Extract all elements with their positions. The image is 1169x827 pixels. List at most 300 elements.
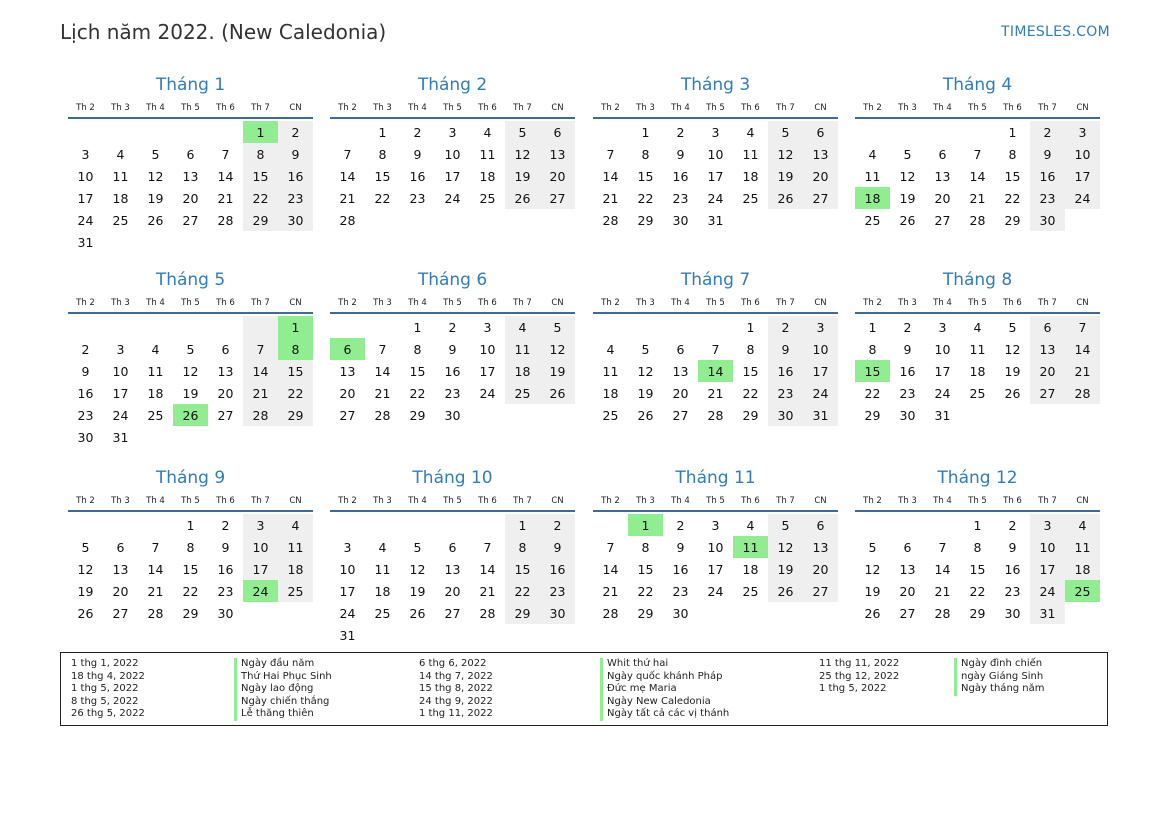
weekday-label: Th 7: [776, 102, 795, 113]
day-cell: 20: [112, 583, 129, 599]
day-cell: 28: [707, 407, 724, 423]
day-cell: 6: [803, 514, 838, 536]
empty-cell: [138, 316, 173, 338]
day-cell: 25: [742, 190, 759, 206]
day-cell: 22: [742, 385, 759, 401]
month-name: Tháng 3: [680, 75, 751, 95]
day-cell: 31: [1030, 602, 1065, 624]
day-cell: 30: [1030, 209, 1065, 231]
day-cell: 13: [339, 363, 356, 379]
legend-holiday-name: Lễ thăng thiên: [234, 708, 332, 721]
legend-holiday-name: Ngày New Caledonia: [600, 696, 729, 709]
weekday-header: [593, 491, 838, 510]
day-cell: 19: [409, 583, 426, 599]
weekday-header: [330, 293, 575, 312]
day-cell: 2: [676, 124, 685, 140]
day-cell: 1: [413, 319, 422, 335]
day-cell: 26: [505, 187, 540, 209]
empty-cell: [733, 209, 768, 231]
month-calendar: [593, 267, 838, 426]
day-cell: 10: [339, 561, 356, 577]
day-cell: 13: [803, 536, 838, 558]
day-cell: 16: [899, 363, 916, 379]
weekday-label: Th 5: [443, 102, 462, 113]
day-cell: 22: [637, 190, 654, 206]
day-cell: 4: [278, 514, 313, 536]
empty-cell: [698, 602, 733, 624]
day-cell: 11: [278, 536, 313, 558]
day-cell: 14: [602, 561, 619, 577]
weekday-label: Th 7: [1038, 495, 1057, 506]
weekday-label: Th 3: [373, 102, 392, 113]
weekday-label: Th 6: [1003, 495, 1022, 506]
day-cell: 3: [343, 539, 352, 555]
month-calendar: [330, 465, 575, 646]
day-cell: 6: [903, 539, 912, 555]
day-cell: 9: [903, 341, 912, 357]
day-cell: 13: [540, 143, 575, 165]
month-name: Tháng 7: [680, 270, 751, 290]
day-cell: 12: [768, 536, 803, 558]
empty-cell: [855, 514, 890, 536]
day-cell: 2: [81, 341, 90, 357]
day-cell: 18: [969, 363, 986, 379]
day-cell: 5: [868, 539, 877, 555]
day-cell: 25: [278, 580, 313, 602]
day-cell: 7: [343, 146, 352, 162]
month-name: Tháng 4: [942, 75, 1013, 95]
month-calendar: [855, 267, 1100, 426]
site-link[interactable]: TIMESLES.COM: [1001, 24, 1110, 40]
day-cell: 4: [116, 146, 125, 162]
weekday-label: Th 7: [513, 495, 532, 506]
day-cell: 26: [768, 187, 803, 209]
day-cell: 31: [934, 407, 951, 423]
day-cell: 16: [672, 168, 689, 184]
legend-names-column: [954, 658, 1045, 696]
day-cell: 3: [711, 517, 720, 533]
legend-date: 1 thg 5, 2022: [71, 683, 139, 695]
header-rule: [593, 117, 838, 119]
weekday-header: [330, 491, 575, 510]
month-calendar: [330, 267, 575, 426]
day-cell: 16: [77, 385, 94, 401]
day-cell: 17: [803, 360, 838, 382]
weekday-label: Th 5: [968, 102, 987, 113]
empty-cell: [243, 602, 278, 624]
day-cell: 22: [409, 385, 426, 401]
weekday-label: Th 6: [1003, 297, 1022, 308]
weekday-label: Th 3: [636, 297, 655, 308]
day-cell: 7: [151, 539, 160, 555]
day-cell: 22: [969, 583, 986, 599]
day-cell: 6: [221, 341, 230, 357]
day-cell: 5: [81, 539, 90, 555]
day-cell: 9: [413, 146, 422, 162]
empty-cell: [960, 404, 995, 426]
day-cell: 22: [637, 583, 654, 599]
month-name: Tháng 9: [155, 468, 226, 488]
day-cell: 20: [540, 165, 575, 187]
weekday-label: Th 6: [741, 102, 760, 113]
day-cell: 23: [672, 583, 689, 599]
empty-cell: [208, 231, 243, 253]
day-cell: 8: [641, 539, 650, 555]
weekday-label: Th 3: [373, 297, 392, 308]
day-cell: 17: [479, 363, 496, 379]
day-cell: 2: [278, 121, 313, 143]
day-cell: 5: [768, 514, 803, 536]
day-cell: 20: [444, 583, 461, 599]
empty-cell: [435, 624, 470, 646]
day-cell: 28: [969, 212, 986, 228]
day-cell: 5: [641, 341, 650, 357]
day-cell: 20: [803, 165, 838, 187]
day-cell: 3: [1030, 514, 1065, 536]
empty-cell: [400, 624, 435, 646]
day-cell: 13: [444, 561, 461, 577]
day-cell: 6: [448, 539, 457, 555]
day-cell: 27: [182, 212, 199, 228]
empty-cell: [803, 209, 838, 231]
day-cell: 7: [221, 146, 230, 162]
empty-cell: [365, 624, 400, 646]
day-cell: 14: [339, 168, 356, 184]
weekday-label: CN: [1076, 495, 1089, 506]
day-cell: 20: [217, 385, 234, 401]
month-name: Tháng 2: [417, 75, 488, 95]
weekday-label: Th 6: [478, 495, 497, 506]
day-cell: 7: [606, 539, 615, 555]
day-cell: 15: [409, 363, 426, 379]
weekday-label: Th 3: [111, 102, 130, 113]
day-cell: 19: [768, 165, 803, 187]
day-cell: 25: [147, 407, 164, 423]
day-cell: 24: [707, 583, 724, 599]
month-calendar: [330, 72, 575, 231]
day-cell: 2: [903, 319, 912, 335]
day-cell: 15: [637, 561, 654, 577]
day-cell: 7: [1065, 316, 1100, 338]
day-cell: 24: [77, 212, 94, 228]
day-cell: 8: [186, 539, 195, 555]
day-cell: 28: [147, 605, 164, 621]
empty-cell: [243, 426, 278, 448]
day-cell: 3: [243, 514, 278, 536]
day-cell: 18: [479, 168, 496, 184]
legend-holiday-name: Thứ Hai Phục Sinh: [234, 671, 332, 684]
legend-holiday-name: Ngày đầu năm: [234, 658, 332, 671]
day-cell: 12: [147, 168, 164, 184]
weekday-label: Th 5: [181, 102, 200, 113]
weekday-label: Th 4: [408, 495, 427, 506]
day-cell: 8: [505, 536, 540, 558]
legend-holiday-name: Ngày tháng năm: [954, 683, 1045, 696]
day-cell: 24: [444, 190, 461, 206]
day-cell: 8: [746, 341, 755, 357]
empty-cell: [103, 514, 138, 536]
day-cell: 14: [934, 561, 951, 577]
day-cell: 1: [505, 514, 540, 536]
day-cell: 18: [112, 190, 129, 206]
day-cell: 14: [602, 168, 619, 184]
day-cell: 23: [540, 580, 575, 602]
day-cell: 22: [374, 190, 391, 206]
legend-dates-column: [419, 658, 493, 721]
day-cell: 11: [733, 536, 768, 558]
weekday-label: Th 3: [111, 495, 130, 506]
empty-cell: [1030, 404, 1065, 426]
day-cell: 21: [243, 382, 278, 404]
day-cell: 12: [899, 168, 916, 184]
empty-cell: [540, 404, 575, 426]
day-cell: 13: [182, 168, 199, 184]
day-cell: 14: [1065, 338, 1100, 360]
weekday-label: CN: [289, 297, 302, 308]
day-cell: 29: [637, 605, 654, 621]
day-cell: 10: [1065, 143, 1100, 165]
empty-cell: [593, 121, 628, 143]
day-cell: 17: [77, 190, 94, 206]
day-cell: 2: [221, 517, 230, 533]
day-cell: 16: [217, 561, 234, 577]
day-cell: 20: [934, 190, 951, 206]
day-cell: 18: [602, 385, 619, 401]
day-cell: 1: [186, 517, 195, 533]
day-cell: 31: [707, 212, 724, 228]
day-cell: 22: [505, 580, 540, 602]
weekday-label: CN: [551, 495, 564, 506]
day-cell: 30: [444, 407, 461, 423]
empty-cell: [593, 514, 628, 536]
day-cell: 23: [899, 385, 916, 401]
day-cell: 23: [1030, 187, 1065, 209]
day-cell: 16: [1030, 165, 1065, 187]
legend-date: 18 thg 4, 2022: [71, 670, 145, 682]
day-cell: 1: [628, 514, 663, 536]
empty-cell: [400, 209, 435, 231]
legend-date: 11 thg 11, 2022: [819, 658, 900, 669]
weekday-label: Th 2: [338, 102, 357, 113]
day-cell: 3: [711, 124, 720, 140]
empty-cell: [138, 121, 173, 143]
weekday-label: Th 2: [863, 102, 882, 113]
day-cell: 28: [479, 605, 496, 621]
day-cell: 15: [182, 561, 199, 577]
weekday-label: Th 7: [251, 297, 270, 308]
empty-cell: [925, 514, 960, 536]
days-grid: [330, 514, 575, 646]
legend-holiday-name: Đức mẹ Maria: [600, 683, 729, 696]
weekday-label: Th 6: [1003, 102, 1022, 113]
legend-date: 14 thg 7, 2022: [419, 670, 493, 682]
day-cell: 7: [378, 341, 387, 357]
day-cell: 5: [505, 121, 540, 143]
day-cell: 11: [1065, 536, 1100, 558]
day-cell: 24: [1065, 187, 1100, 209]
weekday-label: Th 4: [146, 102, 165, 113]
empty-cell: [103, 316, 138, 338]
empty-cell: [103, 121, 138, 143]
empty-cell: [400, 514, 435, 536]
day-cell: 21: [479, 583, 496, 599]
empty-cell: [768, 209, 803, 231]
day-cell: 2: [768, 316, 803, 338]
header-rule: [855, 312, 1100, 314]
day-cell: 6: [186, 146, 195, 162]
day-cell: 11: [969, 341, 986, 357]
header-rule: [68, 312, 313, 314]
empty-cell: [365, 316, 400, 338]
day-cell: 24: [112, 407, 129, 423]
day-cell: 11: [147, 363, 164, 379]
weekday-label: CN: [289, 495, 302, 506]
weekday-label: Th 5: [443, 297, 462, 308]
day-cell: 22: [1004, 190, 1021, 206]
day-cell: 28: [217, 212, 234, 228]
empty-cell: [208, 316, 243, 338]
legend-date: 26 thg 5, 2022: [71, 708, 145, 720]
legend-date: 1 thg 1, 2022: [71, 658, 139, 669]
day-cell: 3: [803, 316, 838, 338]
day-cell: 5: [540, 316, 575, 338]
day-cell: 14: [698, 360, 733, 382]
day-cell: 27: [1030, 382, 1065, 404]
month-name: Tháng 5: [155, 270, 226, 290]
day-cell: 20: [182, 190, 199, 206]
weekday-label: Th 7: [776, 495, 795, 506]
legend-holiday-name: Ngày chiến thắng: [234, 696, 332, 709]
day-cell: 22: [278, 382, 313, 404]
day-cell: 30: [217, 605, 234, 621]
day-cell: 20: [899, 583, 916, 599]
empty-cell: [435, 209, 470, 231]
day-cell: 16: [768, 360, 803, 382]
day-cell: 21: [339, 190, 356, 206]
legend-date: 8 thg 5, 2022: [71, 695, 139, 707]
weekday-label: Th 6: [216, 297, 235, 308]
day-cell: 22: [243, 187, 278, 209]
day-cell: 14: [374, 363, 391, 379]
weekday-label: Th 7: [513, 102, 532, 113]
day-cell: 1: [641, 124, 650, 140]
weekday-label: Th 6: [741, 495, 760, 506]
day-cell: 15: [969, 561, 986, 577]
day-cell: 16: [672, 561, 689, 577]
day-cell: 9: [676, 539, 685, 555]
day-cell: 21: [147, 583, 164, 599]
day-cell: 4: [1065, 514, 1100, 536]
day-cell: 5: [413, 539, 422, 555]
day-cell: 21: [934, 583, 951, 599]
legend-date: 25 thg 12, 2022: [819, 670, 900, 682]
header-rule: [68, 510, 313, 512]
day-cell: 14: [217, 168, 234, 184]
empty-cell: [138, 426, 173, 448]
day-cell: 24: [803, 382, 838, 404]
empty-cell: [68, 316, 103, 338]
day-cell: 30: [1004, 605, 1021, 621]
weekday-label: Th 3: [373, 495, 392, 506]
day-cell: 12: [768, 143, 803, 165]
empty-cell: [733, 602, 768, 624]
weekday-label: Th 3: [898, 102, 917, 113]
header-rule: [330, 117, 575, 119]
empty-cell: [330, 316, 365, 338]
day-cell: 8: [378, 146, 387, 162]
header-rule: [855, 510, 1100, 512]
weekday-label: Th 7: [513, 297, 532, 308]
day-cell: 17: [707, 168, 724, 184]
day-cell: 27: [934, 212, 951, 228]
day-cell: 1: [243, 121, 278, 143]
day-cell: 14: [969, 168, 986, 184]
day-cell: 13: [672, 363, 689, 379]
day-cell: 3: [483, 319, 492, 335]
header-rule: [330, 510, 575, 512]
day-cell: 21: [602, 190, 619, 206]
day-cell: 29: [637, 212, 654, 228]
day-cell: 19: [899, 190, 916, 206]
weekday-header: [68, 98, 313, 117]
empty-cell: [628, 316, 663, 338]
weekday-label: CN: [814, 297, 827, 308]
day-cell: 11: [505, 338, 540, 360]
day-cell: 30: [768, 404, 803, 426]
day-cell: 27: [112, 605, 129, 621]
day-cell: 4: [973, 319, 982, 335]
day-cell: 20: [803, 558, 838, 580]
legend-dates-column: [71, 658, 145, 721]
day-cell: 13: [899, 561, 916, 577]
month-calendar: [68, 465, 313, 624]
day-cell: 16: [1004, 561, 1021, 577]
weekday-label: CN: [1076, 297, 1089, 308]
legend-holiday-name: Whit thứ hai: [600, 658, 729, 671]
day-cell: 7: [606, 146, 615, 162]
day-cell: 25: [742, 583, 759, 599]
weekday-label: Th 6: [216, 102, 235, 113]
month-calendar: [855, 465, 1100, 624]
day-cell: 29: [409, 407, 426, 423]
day-cell: 13: [112, 561, 129, 577]
day-cell: 10: [707, 539, 724, 555]
header-rule: [593, 312, 838, 314]
weekday-label: Th 7: [1038, 297, 1057, 308]
empty-cell: [768, 602, 803, 624]
day-cell: 9: [81, 363, 90, 379]
weekday-label: Th 5: [181, 297, 200, 308]
weekday-label: Th 2: [601, 102, 620, 113]
day-cell: 4: [868, 146, 877, 162]
day-cell: 16: [409, 168, 426, 184]
day-cell: 14: [479, 561, 496, 577]
day-cell: 13: [1030, 338, 1065, 360]
day-cell: 4: [378, 539, 387, 555]
weekday-label: Th 5: [181, 495, 200, 506]
weekday-header: [855, 98, 1100, 117]
weekday-label: Th 6: [478, 102, 497, 113]
months-grid: [68, 72, 1102, 644]
day-cell: 27: [899, 605, 916, 621]
empty-cell: [365, 209, 400, 231]
day-cell: 9: [1030, 143, 1065, 165]
day-cell: 30: [540, 602, 575, 624]
day-cell: 5: [186, 341, 195, 357]
day-cell: 19: [1004, 363, 1021, 379]
weekday-label: Th 4: [933, 297, 952, 308]
day-cell: 30: [77, 429, 94, 445]
